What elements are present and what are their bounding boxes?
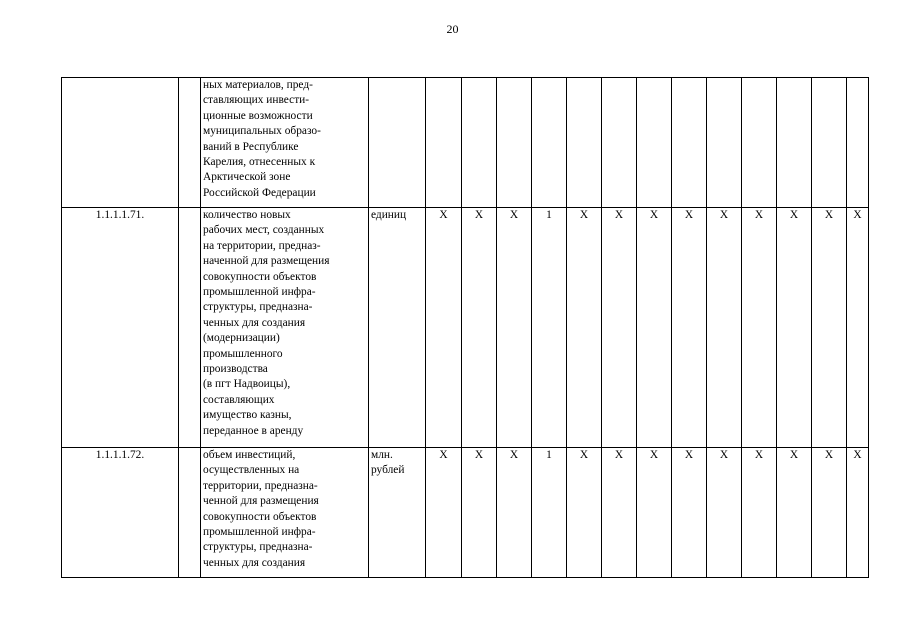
value-cell	[742, 78, 777, 208]
value-cell	[812, 78, 847, 208]
unit-cell: единиц	[369, 208, 426, 448]
value-cell: X	[812, 448, 847, 578]
indicator-name: ных материалов, пред- ставляющих инвести- ционные возможности муниципальных образо- ваний в Республике Карелия, отнесенных к Арктической зоне Российской Федерации	[201, 78, 369, 208]
value-cell: X	[847, 208, 869, 448]
value-cell: X	[707, 208, 742, 448]
value-cell	[672, 78, 707, 208]
value-cell	[497, 78, 532, 208]
indicator-name: объем инвестиций, осуществленных на территории, предназна- ченной для размещения совокупности объектов промышленной инфра- структуры, предназна- ченных для создания	[201, 448, 369, 578]
value-cell: X	[426, 448, 462, 578]
value-cell	[777, 78, 812, 208]
value-cell: X	[707, 448, 742, 578]
value-cell	[847, 78, 869, 208]
value-cell: X	[742, 448, 777, 578]
indicator-name: количество новых рабочих мест, созданных на территории, предназ- наченной для размещения совокупности объектов промышленной инфра- структуры, предназна- ченных для создания (модернизации) промышленного производства (в пгт Надвоицы), составляющих имущество казны, переданное в аренду	[201, 208, 369, 448]
value-cell: X	[812, 208, 847, 448]
empty-cell	[179, 448, 201, 578]
empty-cell	[179, 208, 201, 448]
value-cell: 1	[532, 208, 567, 448]
value-cell: X	[672, 448, 707, 578]
value-cell: X	[672, 208, 707, 448]
value-cell: X	[462, 448, 497, 578]
value-cell	[637, 78, 672, 208]
value-cell: X	[847, 448, 869, 578]
value-cell	[567, 78, 602, 208]
value-cell	[707, 78, 742, 208]
table-row	[62, 78, 869, 208]
table-row	[62, 208, 869, 448]
unit-cell: млн. рублей	[369, 448, 426, 578]
value-cell	[532, 78, 567, 208]
indicators-table	[61, 77, 869, 578]
value-cell: X	[462, 208, 497, 448]
row-number: 1.1.1.1.72.	[62, 448, 179, 578]
value-cell	[426, 78, 462, 208]
value-cell: X	[497, 448, 532, 578]
page-number: 20	[446, 22, 459, 36]
row-number	[62, 78, 179, 208]
value-cell: X	[637, 448, 672, 578]
value-cell: X	[426, 208, 462, 448]
value-cell: X	[602, 448, 637, 578]
empty-cell	[179, 78, 201, 208]
unit-cell	[369, 78, 426, 208]
value-cell: X	[742, 208, 777, 448]
value-cell: X	[497, 208, 532, 448]
value-cell: X	[777, 448, 812, 578]
value-cell: 1	[532, 448, 567, 578]
value-cell: X	[777, 208, 812, 448]
value-cell	[602, 78, 637, 208]
value-cell: X	[637, 208, 672, 448]
value-cell: X	[567, 208, 602, 448]
value-cell: X	[602, 208, 637, 448]
value-cell: X	[567, 448, 602, 578]
table-row	[62, 448, 869, 578]
row-number: 1.1.1.1.71.	[62, 208, 179, 448]
value-cell	[462, 78, 497, 208]
